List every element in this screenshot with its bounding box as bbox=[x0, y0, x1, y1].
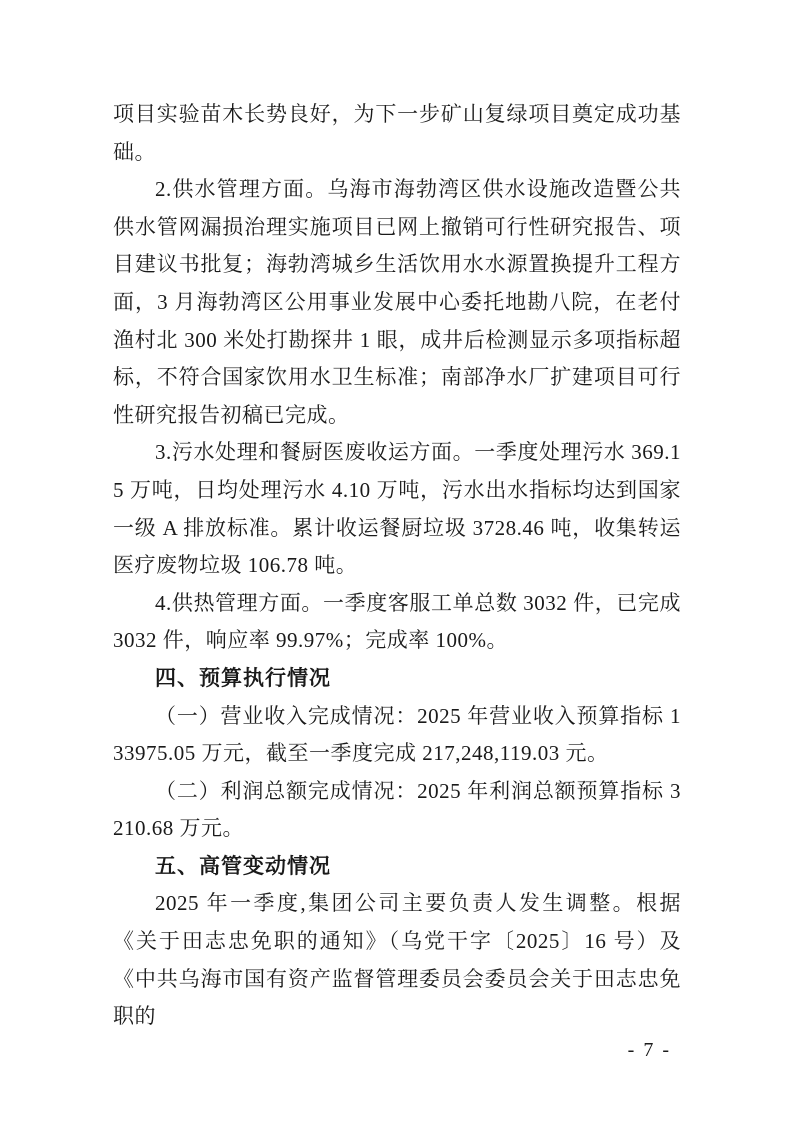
paragraph-water-supply: 2.供水管理方面。乌海市海勃湾区供水设施改造暨公共供水管网漏损治理实施项目已网上撤销可行性研究报告、项目建议书批复；海勃湾城乡生活饮用水水源置换提升工程方面，3 月海勃湾区公用事业发展中心委托地勘八院，在老付渔村北 300 米处打勘探井 1 眼，成井后检测显示多项指标超标，不符合国家饮用水卫生标准；南部净水厂扩建项目可行性研究报告初稿已完成。 bbox=[113, 177, 681, 427]
paragraph-heating-management: 4.供热管理方面。一季度客服工单总数 3032 件，已完成 3032 件，响应率 99.97%；完成率 100%。 bbox=[113, 590, 681, 653]
paragraph-profit-completion: （二）利润总额完成情况：2025 年利润总额预算指标 3210.68 万元。 bbox=[113, 778, 681, 841]
text-block bbox=[113, 96, 681, 1036]
paragraph-executive-adjustment: 2025 年一季度,集团公司主要负责人发生调整。根据《关于田志忠免职的通知》（乌党干字〔2025〕16 号）及《中共乌海市国有资产监督管理委员会委员会关于田志忠免职的 bbox=[113, 891, 681, 1029]
section-heading-budget-execution: 四、预算执行情况 bbox=[155, 666, 331, 690]
paragraph-revenue-completion: （一）营业收入完成情况：2025 年营业收入预算指标 133975.05 万元，截至一季度完成 217,248,119.03 元。 bbox=[113, 703, 681, 766]
paragraph-continuation: 项目实验苗木长势良好，为下一步矿山复绿项目奠定成功基础。 bbox=[113, 102, 681, 164]
paragraph-sewage-treatment: 3.污水处理和餐厨医废收运方面。一季度处理污水 369.15 万吨，日均处理污水 4.10 万吨，污水出水指标均达到国家一级 A 排放标准。累计收运餐厨垃圾 3728.46 吨，收集转运医疗废物垃圾 106.78 吨。 bbox=[113, 440, 681, 578]
page-number: - 7 - bbox=[627, 1039, 671, 1061]
section-heading-executive-changes: 五、高管变动情况 bbox=[155, 854, 331, 878]
